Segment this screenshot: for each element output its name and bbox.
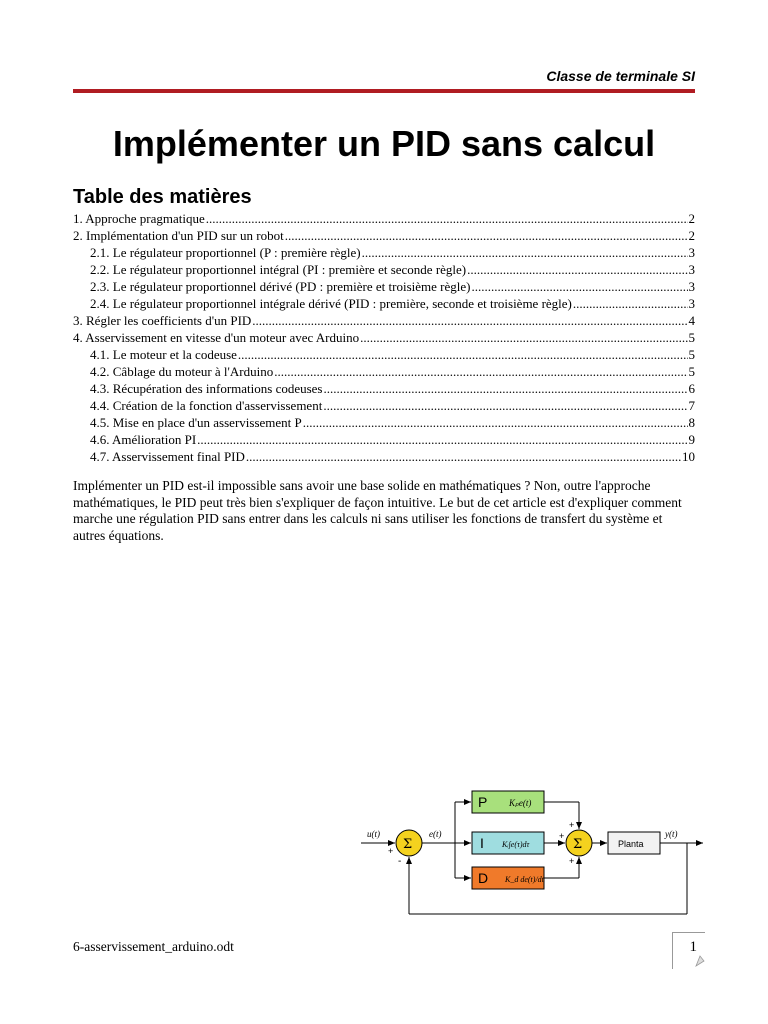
intro-paragraph: Implémenter un PID est-il impossible sans avoir une base solide en mathématiques ? Non, outre l'approche mathématiques, le PID peut très bien s'expliquer de façon intuitive. Le but de cet article est d'expliquer comment marche une régulation PID sans entrer dans les calculs ni sans utiliser les fonctions de transfert du système et autres équations.: [73, 478, 682, 543]
toc-entry-page: 2: [688, 228, 695, 243]
output-label: y(t): [665, 829, 678, 839]
toc-dot-leader: [238, 346, 688, 363]
toc-entry[interactable]: [73, 261, 695, 278]
page-number: 1: [689, 939, 697, 955]
i-block-formula: Kᵢ∫e(τ)dτ: [502, 840, 530, 849]
toc-entry-page: 5: [688, 347, 695, 362]
toc-entry[interactable]: [73, 210, 695, 227]
toc-dot-leader: [246, 448, 681, 465]
error-label: e(t): [429, 829, 442, 839]
toc-entry[interactable]: [73, 346, 695, 363]
toc-entry[interactable]: [73, 363, 695, 380]
sum2-plus-left: +: [559, 831, 565, 841]
toc-entry[interactable]: [73, 295, 695, 312]
toc-dot-leader: [274, 363, 687, 380]
toc-entry-label: 4.6. Amélioration PI: [90, 432, 197, 447]
document-corner-icon: [695, 955, 705, 967]
toc-entry-label: 4.3. Récupération des informations codeuses: [90, 381, 323, 396]
toc-entry-label: 4. Asservissement en vitesse d'un moteur avec Arduino: [73, 330, 360, 345]
toc-entry-label: 2.2. Le régulateur proportionnel intégral (PI : première et seconde règle): [90, 262, 467, 277]
toc-dot-leader: [362, 244, 688, 261]
toc-entry[interactable]: [73, 312, 695, 329]
toc-entry[interactable]: [73, 329, 695, 346]
toc-entry-page: 3: [688, 296, 695, 311]
toc-entry-label: 2.3. Le régulateur proportionnel dérivé (PD : première et troisième règle): [90, 279, 471, 294]
header-rule: [73, 89, 695, 93]
toc-entry-page: 9: [688, 432, 695, 447]
sum-symbol-2: Σ: [573, 837, 583, 852]
toc-entry-page: 6: [688, 381, 695, 396]
toc-dot-leader: [467, 261, 687, 278]
toc-entry[interactable]: [73, 227, 695, 244]
i-block-letter: I: [480, 835, 484, 851]
footer-page-box: [672, 932, 705, 969]
toc-entry-label: 2. Implémentation d'un PID sur un robot: [73, 228, 284, 243]
toc-dot-leader: [197, 431, 687, 448]
header-note: Classe de terminale SI: [546, 68, 695, 84]
toc-entry-label: 4.5. Mise en place d'un asservissement P: [90, 415, 302, 430]
toc-entry-label: 2.1. Le régulateur proportionnel (P : première règle): [90, 245, 361, 260]
toc-entry-page: 3: [688, 262, 695, 277]
sum2-plus-top: +: [569, 820, 575, 830]
toc-entry-page: 3: [688, 245, 695, 260]
toc-dot-leader: [252, 312, 687, 329]
toc-entry-label: 2.4. Le régulateur proportionnel intégrale dérivé (PID : première, seconde et troisième règle): [90, 296, 572, 311]
toc-dot-leader: [324, 380, 688, 397]
sum-symbol-1: Σ: [403, 837, 413, 852]
toc-dot-leader: [285, 227, 688, 244]
toc-entry-page: 3: [688, 279, 695, 294]
toc-entry[interactable]: [73, 414, 695, 431]
toc-entry-label: 3. Régler les coefficients d'un PID: [73, 313, 252, 328]
plant-label: Planta: [618, 839, 644, 849]
toc-dot-leader: [323, 397, 687, 414]
p-block-formula: Kₚe(t): [509, 798, 532, 808]
toc-entry-page: 5: [688, 330, 695, 345]
toc-entry-page: 10: [682, 449, 695, 464]
toc-entry-label: 1. Approche pragmatique: [73, 211, 205, 226]
toc-entry[interactable]: [73, 278, 695, 295]
d-block-letter: D: [478, 870, 489, 886]
toc-entry-label: 4.1. Le moteur et la codeuse: [90, 347, 237, 362]
toc-entry-page: 5: [688, 364, 695, 379]
toc-dot-leader: [303, 414, 688, 431]
toc-heading: Table des matières: [73, 186, 252, 208]
toc-entry-page: 4: [688, 313, 695, 328]
sum1-minus: -: [398, 856, 402, 867]
toc-dot-leader: [360, 329, 687, 346]
toc-entry[interactable]: [73, 431, 695, 448]
sum2-plus-bottom: +: [569, 856, 575, 866]
toc-entry-label: 4.7. Asservissement final PID: [90, 449, 245, 464]
toc-entry-page: 8: [688, 415, 695, 430]
toc-dot-leader: [206, 210, 688, 227]
toc-entry-page: 2: [688, 211, 695, 226]
p-block-letter: P: [478, 794, 488, 810]
pid-block-diagram: [357, 788, 709, 920]
toc-entry-page: 7: [688, 398, 695, 413]
toc-entry-label: 4.2. Câblage du moteur à l'Arduino: [90, 364, 274, 379]
footer-filename: 6-asservissement_arduino.odt: [73, 939, 234, 954]
page-title: Implémenter un PID sans calcul: [112, 123, 656, 164]
toc-entry[interactable]: [73, 448, 695, 465]
sum1-plus: +: [388, 846, 394, 856]
d-block-formula: K_d de(t)/dt: [505, 875, 544, 884]
toc-entry[interactable]: [73, 244, 695, 261]
toc-entry-label: 4.4. Création de la fonction d'asservissement: [90, 398, 323, 413]
toc-entry[interactable]: [73, 397, 695, 414]
toc-dot-leader: [471, 278, 687, 295]
input-label: u(t): [367, 829, 380, 839]
toc-entry[interactable]: [73, 380, 695, 397]
table-of-contents: [73, 210, 695, 465]
toc-dot-leader: [573, 295, 688, 312]
